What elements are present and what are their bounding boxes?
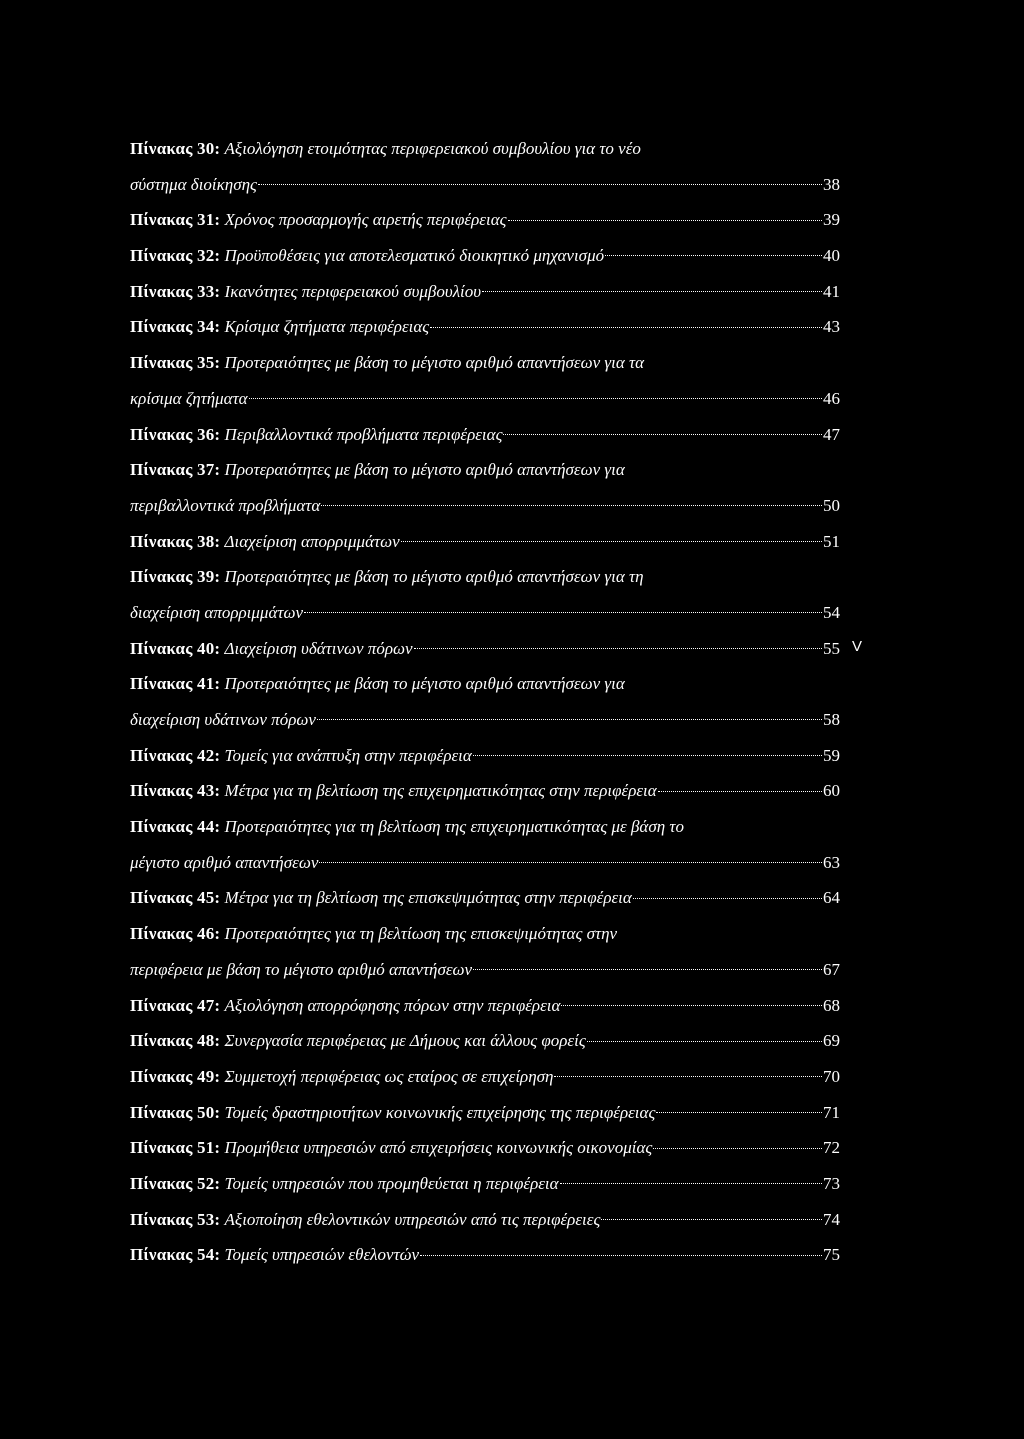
toc-entry-continuation: περιβαλλοντικά προβλήματα: [130, 495, 321, 515]
toc-entry[interactable]: [130, 631, 840, 667]
dot-leader: [317, 719, 822, 720]
toc-entry-title: Τομείς υπηρεσιών που προμηθεύεται η περιφέρεια: [224, 1173, 559, 1193]
toc-entry[interactable]: [130, 1237, 840, 1273]
toc-entry-page: 41: [823, 281, 840, 301]
dot-leader: [587, 1041, 822, 1042]
toc-entry[interactable]: [130, 345, 840, 416]
toc-entry-title: Συνεργασία περιφέρειας με Δήμους και άλλους φορείς: [224, 1031, 586, 1051]
toc-entry-label: Πίνακας 47:: [130, 995, 221, 1015]
toc-entry-line: [130, 309, 840, 345]
toc-entry-label: Πίνακας 43:: [130, 781, 221, 801]
dot-leader: [304, 612, 822, 613]
toc-entry-title: Αξιολόγηση απορρόφησης πόρων στην περιφέρεια: [224, 995, 561, 1015]
toc-entry[interactable]: [130, 559, 840, 630]
dot-leader: [473, 969, 822, 970]
toc-entry-line: [130, 631, 840, 667]
dot-leader: [601, 1219, 822, 1220]
toc-entry-line: [130, 452, 840, 488]
toc-entry-line: [130, 1130, 840, 1166]
toc-entry-line: [130, 1202, 840, 1238]
toc-entry-page: 40: [823, 246, 840, 266]
dot-leader: [503, 434, 822, 435]
toc-entry-line: [130, 1095, 840, 1131]
toc-entry-page: 68: [823, 995, 840, 1015]
toc-entry-page: 59: [823, 745, 840, 765]
table-of-tables: [130, 131, 840, 1273]
toc-entry[interactable]: [130, 452, 840, 523]
toc-entry[interactable]: [130, 131, 840, 202]
toc-entry-label: Πίνακας 49:: [130, 1066, 221, 1086]
toc-entry[interactable]: [130, 809, 840, 880]
toc-entry[interactable]: [130, 1059, 840, 1095]
toc-entry[interactable]: [130, 666, 840, 737]
toc-entry[interactable]: [130, 202, 840, 238]
toc-entry-page: 50: [823, 495, 840, 515]
toc-entry-label: Πίνακας 48:: [130, 1031, 221, 1051]
toc-entry-label: Πίνακας 53:: [130, 1209, 221, 1229]
toc-entry-label: Πίνακας 32:: [130, 246, 221, 266]
toc-entry[interactable]: [130, 880, 840, 916]
toc-entry-label: Πίνακας 33:: [130, 281, 221, 301]
toc-entry-label: Πίνακας 46:: [130, 924, 221, 944]
toc-entry-label: Πίνακας 35:: [130, 353, 221, 373]
toc-entry-page: 70: [823, 1066, 840, 1086]
toc-entry-line: [130, 238, 840, 274]
dot-leader: [319, 862, 822, 863]
dot-leader: [554, 1076, 822, 1077]
toc-entry-page: 38: [823, 174, 840, 194]
toc-entry-continuation: διαχείριση απορριμμάτων: [130, 602, 304, 622]
toc-entry-title: Μέτρα για τη βελτίωση της επιχειρηματικότητας στην περιφέρεια: [224, 781, 657, 801]
toc-entry-continuation: σύστημα διοίκησης: [130, 174, 257, 194]
toc-entry-line: [130, 666, 840, 702]
dot-leader: [633, 898, 822, 899]
dot-leader: [414, 648, 822, 649]
toc-entry-continuation: μέγιστο αριθμό απαντήσεων: [130, 852, 319, 872]
toc-entry-page: 67: [823, 959, 840, 979]
toc-entry-line: [130, 916, 840, 952]
dot-leader: [508, 220, 822, 221]
toc-entry-title: Αξιοποίηση εθελοντικών υπηρεσιών από τις περιφέρειες: [224, 1209, 601, 1229]
toc-entry-page: 46: [823, 388, 840, 408]
toc-entry-line: [130, 595, 840, 631]
toc-entry-label: Πίνακας 34:: [130, 317, 221, 337]
toc-entry[interactable]: [130, 773, 840, 809]
toc-entry-title: Αξιολόγηση ετοιμότητας περιφερειακού συμβουλίου για το νέο: [224, 139, 641, 158]
toc-entry-line: [130, 559, 840, 595]
toc-entry-line: [130, 880, 840, 916]
toc-entry[interactable]: [130, 1130, 840, 1166]
toc-entry-label: Πίνακας 54:: [130, 1245, 221, 1265]
toc-entry-label: Πίνακας 31:: [130, 210, 221, 230]
toc-entry-line: [130, 952, 840, 988]
toc-entry-title: Προτεραιότητες για τη βελτίωση της επισκεψιμότητας στην: [224, 924, 618, 944]
toc-entry-line: [130, 1059, 840, 1095]
toc-entry-label: Πίνακας 52:: [130, 1173, 221, 1193]
dot-leader: [656, 1112, 822, 1113]
toc-entry-page: 69: [823, 1031, 840, 1051]
toc-entry-page: 39: [823, 210, 840, 230]
toc-entry[interactable]: [130, 524, 840, 560]
dot-leader: [420, 1255, 822, 1256]
toc-entry-label: Πίνακας 45:: [130, 888, 221, 908]
toc-entry-page: 64: [823, 888, 840, 908]
toc-entry-title: Προτεραιότητες με βάση το μέγιστο αριθμό απαντήσεων για: [224, 674, 625, 694]
toc-entry[interactable]: [130, 1023, 840, 1059]
dot-leader: [258, 184, 822, 185]
toc-entry-page: 51: [823, 531, 840, 551]
toc-entry[interactable]: [130, 738, 840, 774]
toc-entry-label: Πίνακας 51:: [130, 1138, 221, 1158]
toc-entry[interactable]: [130, 238, 840, 274]
toc-entry[interactable]: [130, 916, 840, 987]
toc-entry-page: 72: [823, 1138, 840, 1158]
toc-entry-title: Ικανότητες περιφερειακού συμβουλίου: [224, 281, 482, 301]
toc-entry-title: Προϋποθέσεις για αποτελεσματικό διοικητικό μηχανισμό: [224, 246, 605, 266]
toc-entry-title: Προτεραιότητες για τη βελτίωση της επιχειρηματικότητας με βάση το: [224, 817, 685, 837]
toc-entry-title: Κρίσιμα ζητήματα περιφέρειας: [224, 317, 430, 337]
toc-entry-continuation: κρίσιμα ζητήματα: [130, 388, 248, 408]
dot-leader: [321, 505, 822, 506]
dot-leader: [249, 398, 822, 399]
toc-entry-title: Χρόνος προσαρμογής αιρετής περιφέρειας: [224, 210, 507, 230]
toc-entry-page: 75: [823, 1245, 840, 1265]
toc-entry-line: [130, 345, 840, 381]
toc-entry-line: [130, 202, 840, 238]
toc-entry-line: [130, 167, 840, 203]
toc-entry-title: Τομείς για ανάπτυξη στην περιφέρεια: [224, 745, 472, 765]
toc-entry-line: [130, 524, 840, 560]
toc-entry-title: Προτεραιότητες με βάση το μέγιστο αριθμό απαντήσεων για τη: [224, 567, 644, 587]
toc-entry-title: Προμήθεια υπηρεσιών από επιχειρήσεις κοινωνικής οικονομίας: [224, 1138, 653, 1158]
toc-entry-title: Μέτρα για τη βελτίωση της επισκεψιμότητας στην περιφέρεια: [224, 888, 632, 908]
toc-entry[interactable]: [130, 1166, 840, 1202]
toc-entry-label: Πίνακας 50:: [130, 1102, 221, 1122]
toc-entry-page: 71: [823, 1102, 840, 1122]
toc-entry-page: 63: [823, 852, 840, 872]
toc-entry-label: Πίνακας 38:: [130, 531, 221, 551]
toc-entry-title: Συμμετοχή περιφέρειας ως εταίρος σε επιχείρηση: [224, 1066, 554, 1086]
dot-leader: [658, 791, 822, 792]
toc-entry-title: Τομείς δραστηριοτήτων κοινωνικής επιχείρησης της περιφέρειας: [224, 1102, 656, 1122]
toc-entry-label: Πίνακας 42:: [130, 745, 221, 765]
toc-entry-line: [130, 417, 840, 453]
toc-entry-page: 54: [823, 602, 840, 622]
toc-entry-title: Προτεραιότητες με βάση το μέγιστο αριθμό απαντήσεων για: [224, 460, 625, 480]
toc-entry-line: [130, 274, 840, 310]
toc-entry-label: Πίνακας 44:: [130, 817, 221, 837]
toc-entry-label: Πίνακας 30:: [130, 139, 221, 158]
toc-entry-label: Πίνακας 36:: [130, 424, 221, 444]
dot-leader: [561, 1005, 822, 1006]
dot-leader: [605, 255, 822, 256]
dot-leader: [560, 1183, 822, 1184]
toc-entry-page: 60: [823, 781, 840, 801]
toc-entry-label: Πίνακας 41:: [130, 674, 221, 694]
toc-entry-line: [130, 1023, 840, 1059]
dot-leader: [430, 327, 822, 328]
toc-entry-line: [130, 488, 840, 524]
toc-entry-line: [130, 381, 840, 417]
toc-entry-title: Διαχείριση υδάτινων πόρων: [224, 638, 413, 658]
toc-entry[interactable]: [130, 988, 840, 1024]
toc-entry-line: [130, 773, 840, 809]
toc-entry-title: Περιβαλλοντικά προβλήματα περιφέρειας: [224, 424, 503, 444]
toc-entry-line: [130, 809, 840, 845]
toc-entry-line: [130, 702, 840, 738]
toc-entry[interactable]: [130, 1095, 840, 1131]
toc-entry-title: Προτεραιότητες με βάση το μέγιστο αριθμό απαντήσεων για τα: [224, 353, 645, 373]
toc-entry-title: Τομείς υπηρεσιών εθελοντών: [224, 1245, 420, 1265]
toc-entry-label: Πίνακας 40:: [130, 638, 221, 658]
toc-entry-line: [130, 1166, 840, 1202]
toc-entry-label: Πίνακας 39:: [130, 567, 221, 587]
toc-entry-page: 73: [823, 1173, 840, 1193]
toc-entry-continuation: περιφέρεια με βάση το μέγιστο αριθμό απαντήσεων: [130, 959, 473, 979]
toc-entry-line: [130, 988, 840, 1024]
toc-entry-title: Διαχείριση απορριμμάτων: [224, 531, 400, 551]
toc-entry-label: Πίνακας 37:: [130, 460, 221, 480]
page-number: V: [852, 638, 863, 655]
toc-entry-page: 58: [823, 710, 840, 729]
toc-entry-line: [130, 1237, 840, 1273]
toc-entry-continuation: διαχείριση υδάτινων πόρων: [130, 710, 316, 729]
toc-entry[interactable]: [130, 1202, 840, 1238]
toc-entry-line: [130, 738, 840, 774]
toc-entry-page: 55: [823, 638, 840, 658]
dot-leader: [482, 291, 822, 292]
dot-leader: [473, 755, 822, 756]
toc-entry[interactable]: [130, 309, 840, 345]
toc-entry-page: 47: [823, 424, 840, 444]
dot-leader: [401, 541, 822, 542]
toc-entry-line: [130, 845, 840, 881]
toc-entry[interactable]: [130, 417, 840, 453]
toc-entry-line: [130, 131, 840, 167]
dot-leader: [653, 1148, 822, 1149]
toc-entry[interactable]: [130, 274, 840, 310]
toc-entry-page: 43: [823, 317, 840, 337]
toc-entry-page: 74: [823, 1209, 840, 1229]
